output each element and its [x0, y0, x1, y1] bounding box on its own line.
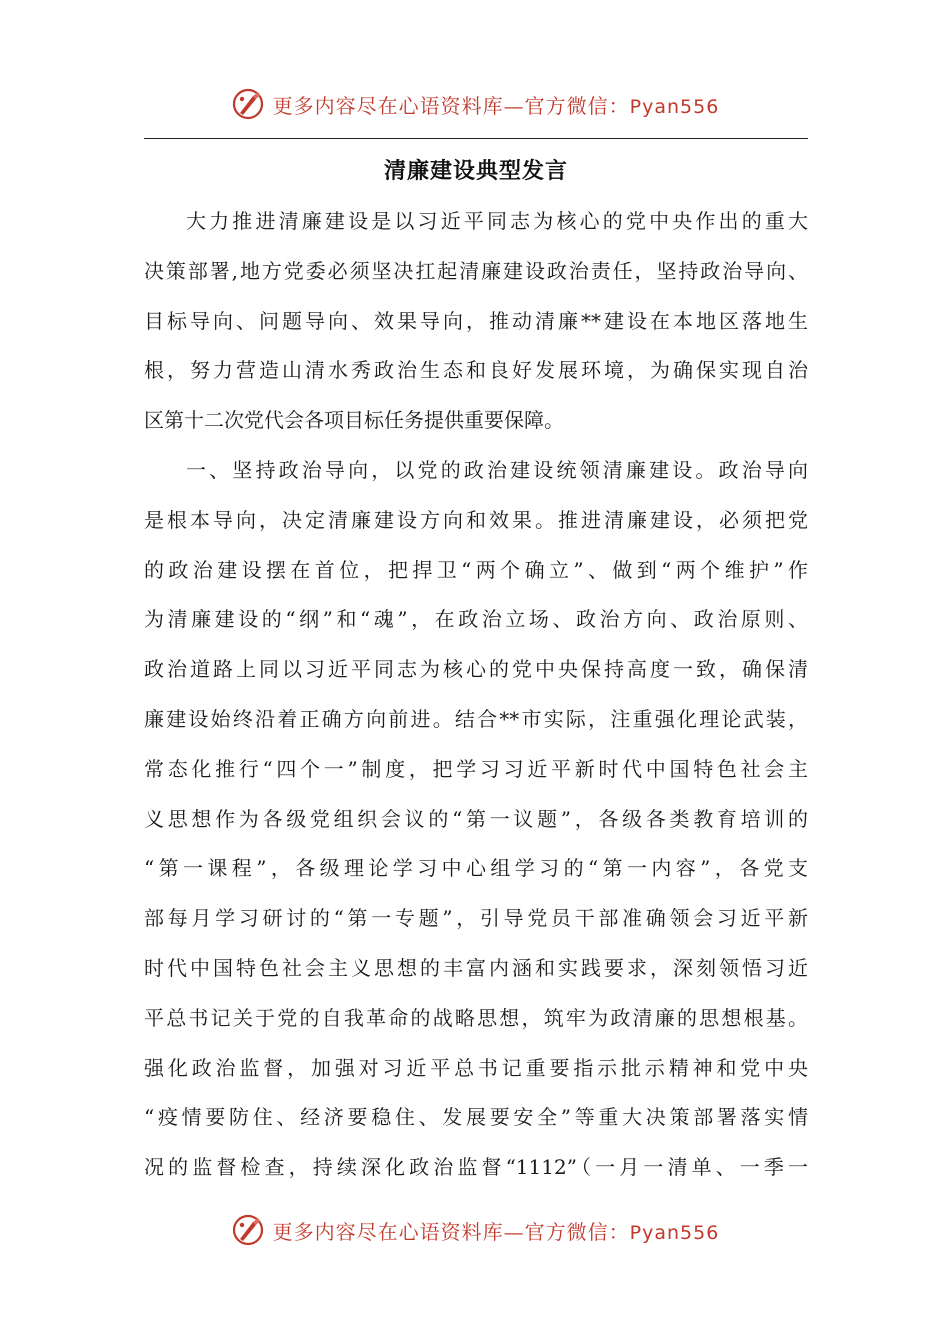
watermark-text: 更多内容尽在心语资料库—官方微信：Pyan556	[272, 1219, 720, 1244]
text-line: 平总书记关于党的自我革命的战略思想，筑牢为政清廉的思想根基。	[144, 1005, 808, 1030]
watermark-wechat-id: Pyan556	[629, 95, 720, 118]
watermark-footer	[0, 1210, 950, 1250]
pen-logo-icon	[231, 87, 265, 121]
text-line: 大力推进清廉建设是以习近平同志为核心的党中央作出的重大	[186, 209, 808, 233]
text-line: 义思想作为各级党组织会议的“第一议题”，各级各类教育培训的	[144, 806, 808, 831]
text-line: 政治道路上同以习近平同志为核心的党中央保持高度一致，确保清	[144, 657, 808, 682]
text-line: 区第十二次党代会各项目标任务提供重要保障。	[144, 408, 564, 433]
watermark-text: 更多内容尽在心语资料库—官方微信：Pyan556	[272, 93, 720, 118]
text-line: 一、坚持政治导向，以党的政治建设统领清廉建设。政治导向	[186, 457, 808, 482]
document-title: 清廉建设典型发言	[383, 159, 568, 184]
pen-logo-icon	[231, 1213, 265, 1247]
text-line: 况的监督检查，持续深化政治监督“1112”（一月一清单、一季一	[144, 1155, 808, 1180]
text-line: 常态化推行“四个一”制度，把学习习近平新时代中国特色社会主	[144, 756, 808, 781]
text-line: 目标导向、问题导向、效果导向，推动清廉**建设在本地区落地生	[144, 308, 808, 333]
text-line: “第一课程”，各级理论学习中心组学习的“第一内容”，各党支	[144, 856, 808, 881]
text-line: 的政治建设摆在首位，把捍卫“两个确立”、做到“两个维护”作	[144, 557, 808, 582]
header-divider	[144, 138, 808, 139]
text-line: 强化政治监督，加强对习近平总书记重要指示批示精神和党中央	[144, 1055, 808, 1080]
text-line: 根，努力营造山清水秀政治生态和良好发展环境，为确保实现自治	[144, 358, 808, 383]
document-body	[144, 197, 808, 1193]
watermark-header	[0, 84, 950, 124]
text-line: “疫情要防住、经济要稳住、发展要安全”等重大决策部署落实情	[144, 1105, 808, 1130]
text-line: 是根本导向，决定清廉建设方向和效果。推进清廉建设，必须把党	[144, 507, 808, 532]
text-line: 决策部署,地方党委必须坚决扛起清廉建设政治责任，坚持政治导向、	[144, 258, 808, 283]
text-line: 部每月学习研讨的“第一专题”，引导党员干部准确领会习近平新	[144, 906, 808, 931]
text-line: 时代中国特色社会主义思想的丰富内涵和实践要求，深刻领悟习近	[144, 955, 808, 980]
text-line: 为清廉建设的“纲”和“魂”，在政治立场、政治方向、政治原则、	[144, 607, 808, 632]
text-line: 廉建设始终沿着正确方向前进。结合**市实际，注重强化理论武装，	[144, 706, 808, 731]
watermark-wechat-id: Pyan556	[629, 1221, 720, 1244]
